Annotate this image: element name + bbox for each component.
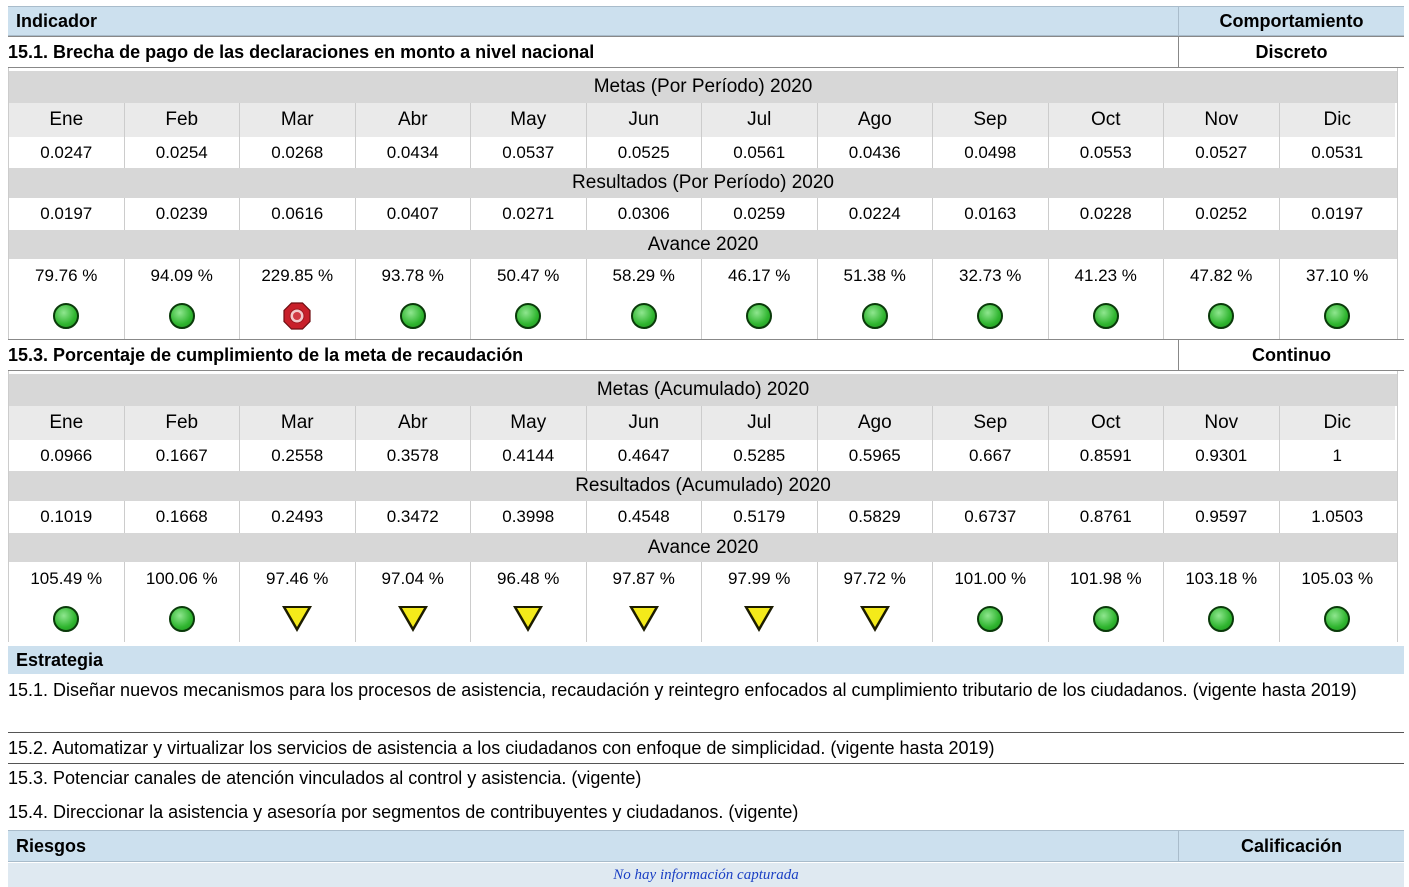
cell: 101.00 %	[933, 562, 1049, 595]
cell: 0.1019	[9, 501, 125, 533]
cell: Abr	[356, 103, 472, 137]
estrategia-item: 15.3. Potenciar canales de atención vinculados al control y asistencia. (vigente)	[8, 768, 642, 788]
estrategia-item: 15.2. Automatizar y virtualizar los servicios de asistencia a los ciudadanos con enfoque de simplicidad. (vigente hasta 2019)	[8, 734, 1404, 764]
cell: Mar	[240, 406, 356, 440]
cell: 0.0436	[818, 137, 934, 168]
indicator-grid	[8, 371, 1398, 642]
cell: Jun	[587, 406, 703, 440]
status-cell	[240, 595, 356, 642]
estrategia-item: 15.1. Diseñar nuevos mecanismos para los procesos de asistencia, recaudación y reintegro enfocados al cumplimiento tributario de los ciudadanos. (vigente hasta 2019)	[8, 676, 1404, 733]
green-circle-icon	[1208, 606, 1234, 632]
green-circle-icon	[53, 303, 79, 329]
yellow-triangle-icon	[744, 606, 774, 632]
cell: 0.0525	[587, 137, 703, 168]
cell: Ago	[818, 406, 934, 440]
cell: 51.38 %	[818, 259, 934, 292]
yellow-triangle-icon	[860, 606, 890, 632]
avance-row	[9, 259, 1397, 292]
cell: 32.73 %	[933, 259, 1049, 292]
cell: Nov	[1164, 103, 1280, 137]
cell: 0.1668	[125, 501, 241, 533]
status-cell	[9, 292, 125, 339]
cell: 0.3578	[356, 440, 472, 471]
cell: 0.0228	[1049, 198, 1165, 230]
resultados-row	[9, 198, 1397, 230]
status-cell	[356, 292, 472, 339]
cell: 0.0271	[471, 198, 587, 230]
cell: 96.48 %	[471, 562, 587, 595]
calificacion-label: Calificación	[1178, 831, 1404, 861]
cell: 0.0247	[9, 137, 125, 168]
indicator-title-row	[8, 36, 1404, 68]
status-cell	[471, 595, 587, 642]
status-cell	[125, 292, 241, 339]
avance-band: Avance 2020	[9, 533, 1397, 562]
indicator-title-row	[8, 339, 1404, 371]
cell: 0.5179	[702, 501, 818, 533]
green-circle-icon	[1208, 303, 1234, 329]
cell: 0.6737	[933, 501, 1049, 533]
red-stop-icon	[283, 302, 311, 330]
cell: 0.0553	[1049, 137, 1165, 168]
cell: 229.85 %	[240, 259, 356, 292]
green-circle-icon	[1324, 303, 1350, 329]
cell: 47.82 %	[1164, 259, 1280, 292]
cell: 0.2493	[240, 501, 356, 533]
cell: 0.5285	[702, 440, 818, 471]
cell: 97.04 %	[356, 562, 472, 595]
header-comportamiento: Comportamiento	[1178, 7, 1404, 35]
cell: Oct	[1049, 406, 1165, 440]
cell: 0.9301	[1164, 440, 1280, 471]
indicator-behavior: Continuo	[1178, 340, 1404, 370]
status-cell	[9, 595, 125, 642]
cell: 105.49 %	[9, 562, 125, 595]
avance-row	[9, 562, 1397, 595]
cell: 0.3472	[356, 501, 472, 533]
indicator-title: 15.1. Brecha de pago de las declaraciones en monto a nivel nacional	[8, 42, 595, 62]
months-row	[9, 103, 1397, 137]
status-cell	[933, 595, 1049, 642]
cell: 103.18 %	[1164, 562, 1280, 595]
cell: Feb	[125, 406, 241, 440]
cell: 0.0259	[702, 198, 818, 230]
cell: 0.1667	[125, 440, 241, 471]
cell: 0.4144	[471, 440, 587, 471]
cell: Jul	[702, 103, 818, 137]
cell: 0.4647	[587, 440, 703, 471]
cell: Sep	[933, 103, 1049, 137]
resultados-band: Resultados (Por Período) 2020	[9, 168, 1397, 198]
status-cell	[471, 292, 587, 339]
green-circle-icon	[515, 303, 541, 329]
status-cell	[933, 292, 1049, 339]
cell: 0.0498	[933, 137, 1049, 168]
estrategia-header: Estrategia	[8, 646, 1404, 674]
cell: 0.0197	[9, 198, 125, 230]
cell: 0.0306	[587, 198, 703, 230]
green-circle-icon	[746, 303, 772, 329]
cell: 105.03 %	[1280, 562, 1396, 595]
cell: 94.09 %	[125, 259, 241, 292]
resultados-band: Resultados (Acumulado) 2020	[9, 471, 1397, 501]
months-row	[9, 406, 1397, 440]
green-circle-icon	[53, 606, 79, 632]
cell: 1.0503	[1280, 501, 1396, 533]
cell: Ago	[818, 103, 934, 137]
yellow-triangle-icon	[629, 606, 659, 632]
cell: May	[471, 103, 587, 137]
status-cell	[240, 292, 356, 339]
status-cell	[356, 595, 472, 642]
riesgos-header	[8, 830, 1404, 862]
cell: 100.06 %	[125, 562, 241, 595]
green-circle-icon	[400, 303, 426, 329]
green-circle-icon	[977, 606, 1003, 632]
cell: 0.0434	[356, 137, 472, 168]
cell: 0.9597	[1164, 501, 1280, 533]
cell: 46.17 %	[702, 259, 818, 292]
cell: 37.10 %	[1280, 259, 1396, 292]
green-circle-icon	[977, 303, 1003, 329]
cell: 0.4548	[587, 501, 703, 533]
cell: Dic	[1280, 103, 1396, 137]
cell: 0.0239	[125, 198, 241, 230]
status-cell	[1049, 292, 1165, 339]
status-cell	[702, 595, 818, 642]
green-circle-icon	[169, 606, 195, 632]
green-circle-icon	[631, 303, 657, 329]
cell: Oct	[1049, 103, 1165, 137]
cell: 0.0966	[9, 440, 125, 471]
cell: 0.5829	[818, 501, 934, 533]
status-cell	[1280, 292, 1396, 339]
green-circle-icon	[1093, 303, 1119, 329]
status-row	[9, 292, 1397, 339]
empty-message: No hay información capturada	[8, 863, 1404, 887]
cell: 0.5965	[818, 440, 934, 471]
cell: 0.0224	[818, 198, 934, 230]
cell: 97.99 %	[702, 562, 818, 595]
status-cell	[818, 595, 934, 642]
green-circle-icon	[169, 303, 195, 329]
cell: 0.3998	[471, 501, 587, 533]
cell: 0.2558	[240, 440, 356, 471]
cell: 0.0197	[1280, 198, 1396, 230]
status-cell	[818, 292, 934, 339]
cell: 79.76 %	[9, 259, 125, 292]
riesgos-label: Riesgos	[16, 836, 87, 856]
cell: Abr	[356, 406, 472, 440]
cell: 97.72 %	[818, 562, 934, 595]
indicator-grid	[8, 68, 1398, 339]
cell: 0.0527	[1164, 137, 1280, 168]
cell: 0.0561	[702, 137, 818, 168]
cell: Dic	[1280, 406, 1396, 440]
metas-row	[9, 137, 1397, 168]
cell: Feb	[125, 103, 241, 137]
indicator-behavior: Discreto	[1178, 37, 1404, 67]
yellow-triangle-icon	[513, 606, 543, 632]
status-cell	[587, 292, 703, 339]
cell: 1	[1280, 440, 1396, 471]
cell: Ene	[9, 103, 125, 137]
estrategia-item: 15.4. Direccionar la asistencia y asesoría por segmentos de contribuyentes y ciudadanos. (vigente)	[8, 802, 799, 822]
cell: 97.87 %	[587, 562, 703, 595]
cell: 0.0531	[1280, 137, 1396, 168]
avance-band: Avance 2020	[9, 230, 1397, 259]
cell: Ene	[9, 406, 125, 440]
yellow-triangle-icon	[282, 606, 312, 632]
cell: Jul	[702, 406, 818, 440]
cell: Nov	[1164, 406, 1280, 440]
metas-band: Metas (Acumulado) 2020	[9, 374, 1397, 406]
cell: 58.29 %	[587, 259, 703, 292]
metas-band: Metas (Por Período) 2020	[9, 71, 1397, 103]
table-header	[8, 6, 1404, 36]
status-cell	[702, 292, 818, 339]
status-cell	[1049, 595, 1165, 642]
cell: 0.8591	[1049, 440, 1165, 471]
cell: 50.47 %	[471, 259, 587, 292]
green-circle-icon	[862, 303, 888, 329]
cell: Mar	[240, 103, 356, 137]
metas-row	[9, 440, 1397, 471]
indicator-title: 15.3. Porcentaje de cumplimiento de la meta de recaudación	[8, 345, 524, 365]
cell: 0.8761	[1049, 501, 1165, 533]
status-cell	[1280, 595, 1396, 642]
resultados-row	[9, 501, 1397, 533]
yellow-triangle-icon	[398, 606, 428, 632]
cell: 0.0407	[356, 198, 472, 230]
header-indicador: Indicador	[16, 11, 98, 31]
green-circle-icon	[1093, 606, 1119, 632]
status-row	[9, 595, 1397, 642]
cell: 93.78 %	[356, 259, 472, 292]
cell: 41.23 %	[1049, 259, 1165, 292]
cell: 0.0537	[471, 137, 587, 168]
status-cell	[125, 595, 241, 642]
cell: 0.667	[933, 440, 1049, 471]
cell: 97.46 %	[240, 562, 356, 595]
cell: Sep	[933, 406, 1049, 440]
cell: 0.0616	[240, 198, 356, 230]
cell: 0.0163	[933, 198, 1049, 230]
cell: 0.0252	[1164, 198, 1280, 230]
status-cell	[1164, 595, 1280, 642]
green-circle-icon	[1324, 606, 1350, 632]
cell: 101.98 %	[1049, 562, 1165, 595]
cell: 0.0268	[240, 137, 356, 168]
cell: May	[471, 406, 587, 440]
cell: Jun	[587, 103, 703, 137]
cell: 0.0254	[125, 137, 241, 168]
status-cell	[587, 595, 703, 642]
status-cell	[1164, 292, 1280, 339]
